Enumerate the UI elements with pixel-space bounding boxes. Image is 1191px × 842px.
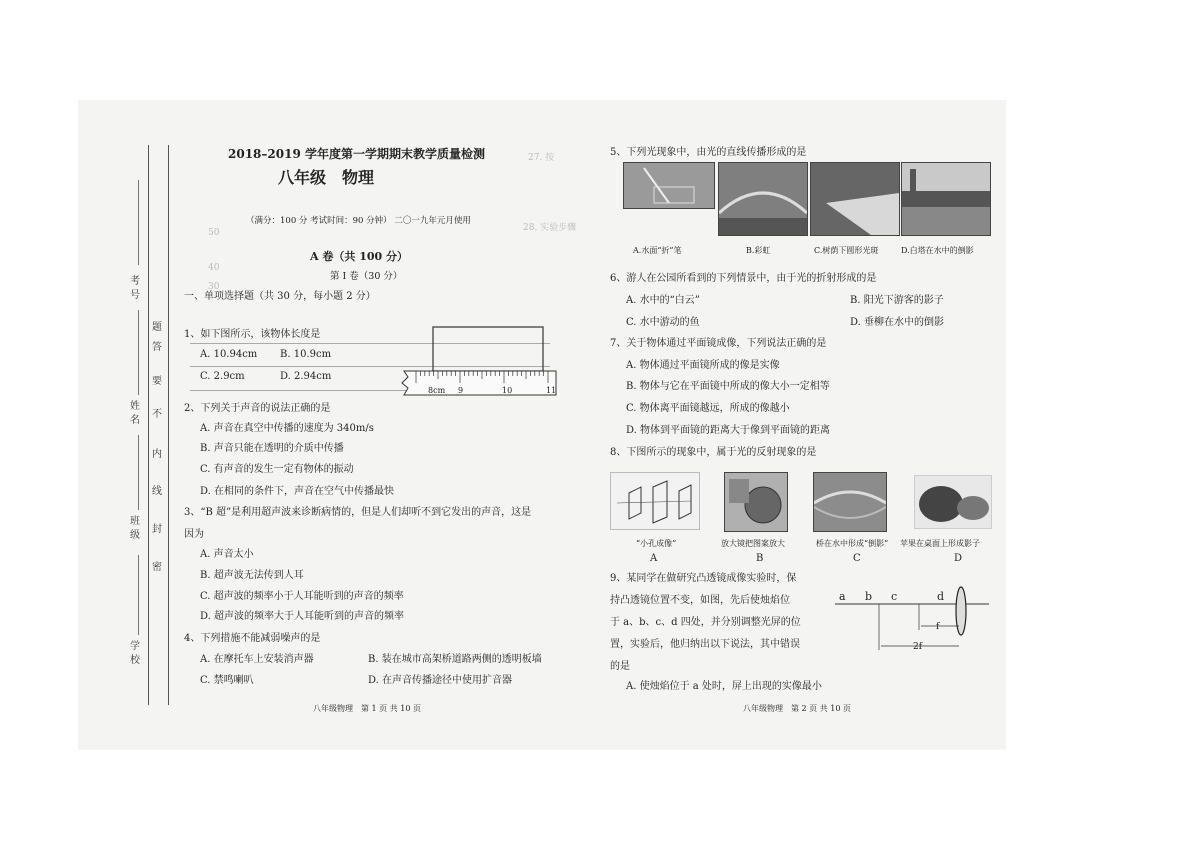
label-class: 班级 bbox=[130, 516, 140, 541]
q9-line5: 的是 bbox=[610, 661, 630, 672]
ruler-label: 11 bbox=[546, 386, 557, 395]
q9-line1: 9、某同学在做研究凸透镜成像实验时，保 bbox=[610, 573, 797, 584]
bleed-through-text: 40 bbox=[208, 263, 220, 273]
warning-char: 内 bbox=[152, 449, 162, 460]
q8-caption-c: 桥在水中形成“倒影” bbox=[816, 539, 889, 548]
page-footer-right: 八年级物理 第 2 页 共 10 页 bbox=[743, 704, 851, 713]
q4-option-c: C. 禁鸣喇叭 bbox=[200, 675, 254, 686]
q7-option-a: A. 物体通过平面镜所成的像是实像 bbox=[626, 360, 780, 371]
point-label-a: a bbox=[839, 590, 846, 603]
q9-line3: 于 a、b、c、d 四处，并分别调整光屏的位 bbox=[610, 617, 801, 628]
q3-option-a: A. 声音太小 bbox=[200, 549, 254, 560]
q7-stem: 7、关于物体通过平面镜成像，下列说法正确的是 bbox=[610, 338, 827, 349]
q6-stem: 6、游人在公园所看到的下列情景中，由于光的折射形成的是 bbox=[610, 273, 877, 284]
q5-caption-d: D.白塔在水中的倒影 bbox=[901, 246, 974, 255]
label-name: 姓名 bbox=[130, 401, 140, 426]
q3-option-b: B. 超声波无法传到人耳 bbox=[200, 570, 304, 581]
bleed-through-text: 50 bbox=[208, 228, 220, 238]
q6-option-d: D. 垂柳在水中的倒影 bbox=[850, 317, 945, 328]
ruler-label: 10 bbox=[502, 386, 513, 395]
label-f: f bbox=[936, 622, 940, 632]
blank-name bbox=[138, 310, 139, 395]
q1-option-d: D. 2.94cm bbox=[280, 371, 332, 382]
label-school: 学校 bbox=[130, 641, 140, 666]
page-footer-left: 八年级物理 第 1 页 共 10 页 bbox=[313, 704, 421, 713]
q5-photo-a bbox=[623, 162, 715, 209]
q6-option-c: C. 水中游动的鱼 bbox=[626, 317, 700, 328]
q1-option-c: C. 2.9cm bbox=[200, 371, 245, 382]
q7-option-b: B. 物体与它在平面镜中所成的像大小一定相等 bbox=[626, 381, 830, 392]
q8-stem: 8、下图所示的现象中，属于光的反射现象的是 bbox=[610, 447, 817, 458]
q7-option-d: D. 物体到平面镜的距离大于像到平面镜的距离 bbox=[626, 425, 831, 436]
q6-option-a: A. 水中的“白云” bbox=[626, 295, 700, 306]
point-label-c: c bbox=[891, 590, 898, 603]
q9-option-a: A. 使烛焰位于 a 处时，屏上出现的实像最小 bbox=[626, 681, 822, 692]
point-label-d: d bbox=[937, 590, 945, 603]
q8-letter-a: A bbox=[650, 553, 658, 564]
point-label-b: b bbox=[865, 590, 873, 603]
warning-char: 要 bbox=[152, 376, 162, 387]
exam-subject: 八年级 物理 bbox=[278, 168, 375, 187]
q3-stem-cont: 因为 bbox=[184, 529, 204, 540]
q2-option-a: A. 声音在真空中传播的速度为 340m/s bbox=[200, 423, 374, 434]
bleed-through-text: 28. 实验步骤 bbox=[523, 223, 577, 233]
warning-char: 密 bbox=[152, 562, 162, 573]
q2-stem: 2、下列关于声音的说法正确的是 bbox=[184, 403, 331, 414]
part1-title: 第 I 卷（30 分） bbox=[330, 271, 403, 282]
ruler-diagram bbox=[398, 325, 563, 405]
q8-photo-d bbox=[914, 475, 992, 529]
warning-char: 答 bbox=[152, 342, 162, 353]
q9-line4: 置，实验后，他归纳出以下说法，其中错误 bbox=[610, 639, 800, 650]
q3-option-c: C. 超声波的频率小于人耳能听到的声音的频率 bbox=[200, 591, 404, 602]
blank-class bbox=[138, 435, 139, 510]
warning-char: 封 bbox=[152, 524, 162, 535]
warning-char: 题 bbox=[152, 322, 162, 333]
q9-line2: 持凸透镜位置不变，如图，先后使烛焰位 bbox=[610, 595, 790, 606]
q8-caption-a: “小孔成像” bbox=[636, 539, 677, 548]
binding-line-outer bbox=[148, 145, 149, 705]
exam-sheet bbox=[78, 100, 1006, 750]
q8-letter-b: B bbox=[756, 553, 764, 564]
bleed-through-text: 27. 按 bbox=[528, 153, 555, 163]
q8-caption-b: 放大镜把图案放大 bbox=[721, 539, 785, 548]
q8-letter-d: D bbox=[954, 553, 963, 564]
label-exam-number: 考号 bbox=[130, 276, 140, 301]
exam-note: （满分：100 分 考试时间：90 分钟） 二〇一九年元月使用 bbox=[246, 216, 471, 226]
q5-caption-c: C.树荫下圆形光斑 bbox=[814, 246, 879, 255]
q8-caption-d: 苹果在桌面上形成影子 bbox=[900, 539, 980, 548]
q5-caption-a: A.水面“折”笔 bbox=[633, 246, 682, 255]
warning-char: 线 bbox=[152, 486, 162, 497]
exam-title: 2018–2019 学年度第一学期期末教学质量检测 bbox=[228, 147, 485, 161]
convex-lens bbox=[956, 587, 966, 635]
q4-option-a: A. 在摩托车上安装消声器 bbox=[200, 654, 314, 665]
q8-letter-c: C bbox=[853, 553, 861, 564]
blank-exam-number bbox=[138, 180, 139, 265]
q1-option-b: B. 10.9cm bbox=[280, 349, 332, 360]
bleed-through-text: 30 bbox=[208, 282, 220, 292]
q2-option-b: B. 声音只能在透明的介质中传播 bbox=[200, 443, 344, 454]
binding-line-inner bbox=[168, 145, 169, 705]
q5-photo-d bbox=[901, 162, 991, 236]
q5-photo-b bbox=[718, 162, 808, 236]
q4-stem: 4、下列措施不能减弱噪声的是 bbox=[184, 633, 321, 644]
q5-photo-c bbox=[810, 162, 900, 236]
measured-block bbox=[433, 327, 543, 371]
q8-photo-c bbox=[813, 472, 887, 532]
q3-option-d: D. 超声波的频率大于人耳能听到的声音的频率 bbox=[200, 611, 405, 622]
q3-stem: 3、“B 超”是利用超声波来诊断病情的，但是人们却听不到它发出的声音，这是 bbox=[184, 507, 532, 518]
q8-photo-b bbox=[724, 472, 788, 532]
lens-diagram bbox=[833, 586, 993, 656]
q4-option-b: B. 装在城市高架桥道路两侧的透明板墙 bbox=[368, 654, 542, 665]
section1-title: 一、单项选择题（共 30 分，每小题 2 分） bbox=[184, 291, 376, 302]
ruler-label: 8cm bbox=[428, 386, 446, 395]
q5-caption-b: B.彩虹 bbox=[746, 246, 771, 255]
q6-option-b: B. 阳光下游客的影子 bbox=[850, 295, 944, 306]
q5-stem: 5、下列光现象中，由光的直线传播形成的是 bbox=[610, 147, 807, 158]
q2-option-c: C. 有声音的发生一定有物体的振动 bbox=[200, 464, 354, 475]
warning-char: 不 bbox=[152, 409, 162, 420]
q1-stem: 1、如下图所示，该物体长度是 bbox=[184, 329, 321, 340]
ruler-label: 9 bbox=[458, 386, 464, 395]
blank-school bbox=[138, 555, 139, 635]
q4-option-d: D. 在声音传播途径中使用扩音器 bbox=[368, 675, 513, 686]
q7-option-c: C. 物体离平面镜越远，所成的像越小 bbox=[626, 403, 790, 414]
label-2f: 2f bbox=[913, 642, 923, 652]
q8-photo-a bbox=[610, 472, 700, 530]
q1-option-a: A. 10.94cm bbox=[200, 349, 258, 360]
section-a-title: A 卷（共 100 分） bbox=[310, 250, 408, 263]
q2-option-d: D. 在相同的条件下，声音在空气中传播最快 bbox=[200, 486, 395, 497]
